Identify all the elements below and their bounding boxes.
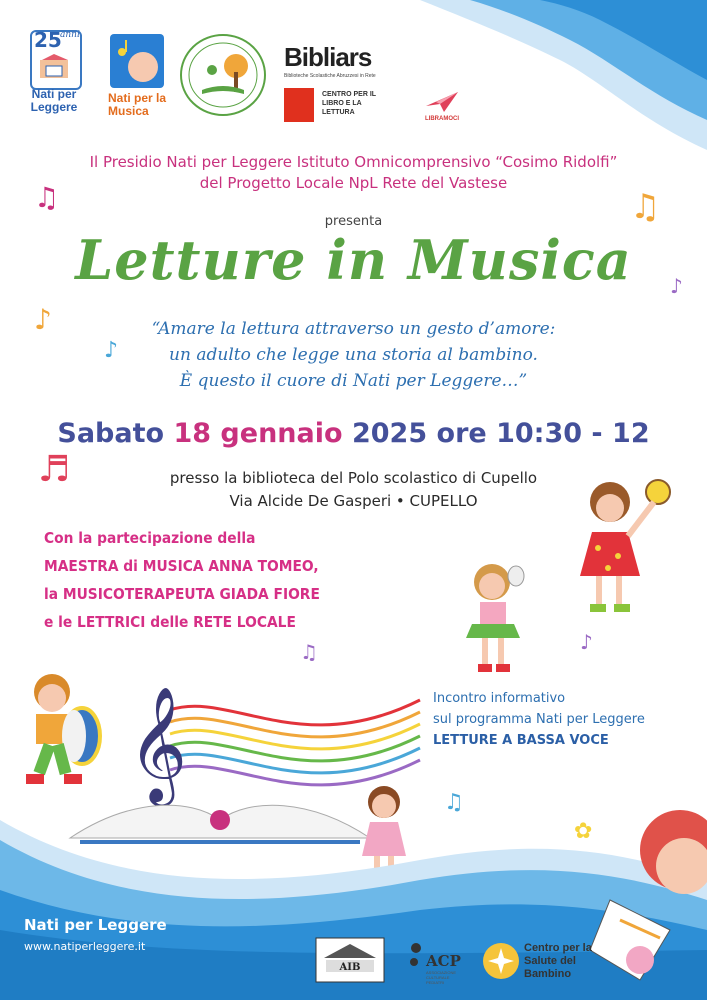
info-meeting-block	[433, 688, 703, 751]
nati-per-la-musica-logo	[108, 30, 168, 122]
aib-logo	[314, 936, 386, 984]
venue-line-1: presso la biblioteca del Polo scolastico di Cupello	[169, 469, 538, 487]
csb-emblem-icon	[482, 942, 520, 980]
cll-text: CENTRO PER IL LIBRO E LA LETTURA	[322, 91, 376, 116]
participation-line-4: e le LETTRICI delle RETE LOCALE	[44, 613, 296, 631]
quote-line-1: “Amare la lettura attraverso un gesto d’amore:	[151, 319, 556, 339]
event-time: ore 10:30 - 12	[436, 418, 650, 449]
music-note-icon: ♫	[444, 790, 464, 815]
top-wave	[0, 0, 707, 170]
istituto-ridolfi-seal	[178, 32, 268, 118]
venue-line-2: Via Alcide De Gasperi • CUPELLO	[229, 492, 478, 510]
info-line-3: LETTURE A BASSA VOCE	[433, 733, 609, 748]
logo-25-text: 25	[34, 28, 62, 52]
acp-logo	[406, 940, 466, 988]
info-line-2: sul programma Nati per Leggere	[433, 712, 645, 727]
quote-line-2: un adulto che legge una storia al bambino.	[169, 345, 538, 365]
acp-text: ACP	[426, 952, 461, 970]
aib-building-icon	[314, 936, 386, 984]
event-date-highlight: 18 gennaio	[173, 418, 343, 449]
acp-figures-icon	[406, 940, 426, 980]
presidio-line-2: del Progetto Locale NpL Rete del Vastese	[199, 174, 508, 192]
footer-npl-name: Nati per Leggere	[24, 916, 167, 934]
presidio-line-1: Il Presidio Nati per Leggere Istituto Omnicomprensivo “Cosimo Ridolfi”	[89, 153, 618, 171]
participation-line-1: Con la partecipazione della	[44, 529, 256, 547]
music-note-icon: ♬	[38, 449, 71, 490]
event-day: Sabato	[57, 418, 165, 449]
bibliars-logo	[284, 42, 394, 82]
event-title: Letture in Musica	[75, 228, 632, 292]
logo-anni-text: anni	[60, 30, 80, 40]
logo-npl-text: Nati per Leggere	[30, 87, 78, 114]
svg-text:𝄞: 𝄞	[128, 685, 188, 802]
music-note-icon: ♪	[34, 303, 52, 336]
participation-line-3: la MUSICOTERAPEUTA GIADA FIORE	[44, 585, 320, 603]
libramoci-logo	[422, 86, 462, 130]
libramoci-text: LIBRAMOCI	[425, 116, 459, 122]
bibliars-name: Bibliars	[284, 42, 372, 72]
footer-npl-url[interactable]: www.natiperleggere.it	[24, 940, 146, 953]
nati-per-leggere-logo	[24, 28, 84, 120]
event-year: 2025	[351, 418, 428, 449]
presenta-text: presenta	[324, 214, 383, 229]
aib-text: AIB	[339, 962, 361, 973]
csb-logo	[482, 942, 602, 992]
quote-line-3: È questo il cuore di Nati per Leggere…”	[179, 371, 528, 391]
logo-npm-text: Nati per la Musica	[108, 91, 167, 118]
girl-tambourine-illustration	[568, 476, 668, 626]
music-note-icon: ♪	[104, 338, 119, 363]
acp-subtitle: ASSOCIAZIONE CULTURALE PEDIATRI	[426, 970, 457, 985]
event-date	[0, 418, 707, 449]
bibliars-subtitle: Biblioteche Scolastiche Abruzzesi in Rete	[284, 73, 376, 79]
participation-block	[44, 524, 348, 636]
quote-block	[0, 316, 707, 394]
paper-plane-icon	[422, 86, 462, 116]
music-note-icon: ♫	[300, 640, 318, 664]
centro-libro-lettura-logo	[284, 88, 404, 128]
info-line-1: Incontro informativo	[433, 691, 566, 706]
girl-maracas-illustration	[458, 560, 528, 678]
music-note-icon: ♫	[34, 181, 60, 214]
reading-child-icon	[38, 50, 72, 82]
presidio-heading	[0, 152, 707, 194]
csb-text: Centro per la Salute del Bambino	[524, 942, 592, 980]
music-note-icon: ♫	[630, 187, 661, 227]
music-note-icon: ♪	[670, 274, 683, 298]
music-notes-icon	[116, 38, 142, 58]
participation-line-2: MAESTRA di MUSICA ANNA TOMEO,	[44, 557, 319, 575]
svg-text:✿: ✿	[574, 819, 593, 844]
music-note-icon: ♪	[580, 630, 593, 654]
